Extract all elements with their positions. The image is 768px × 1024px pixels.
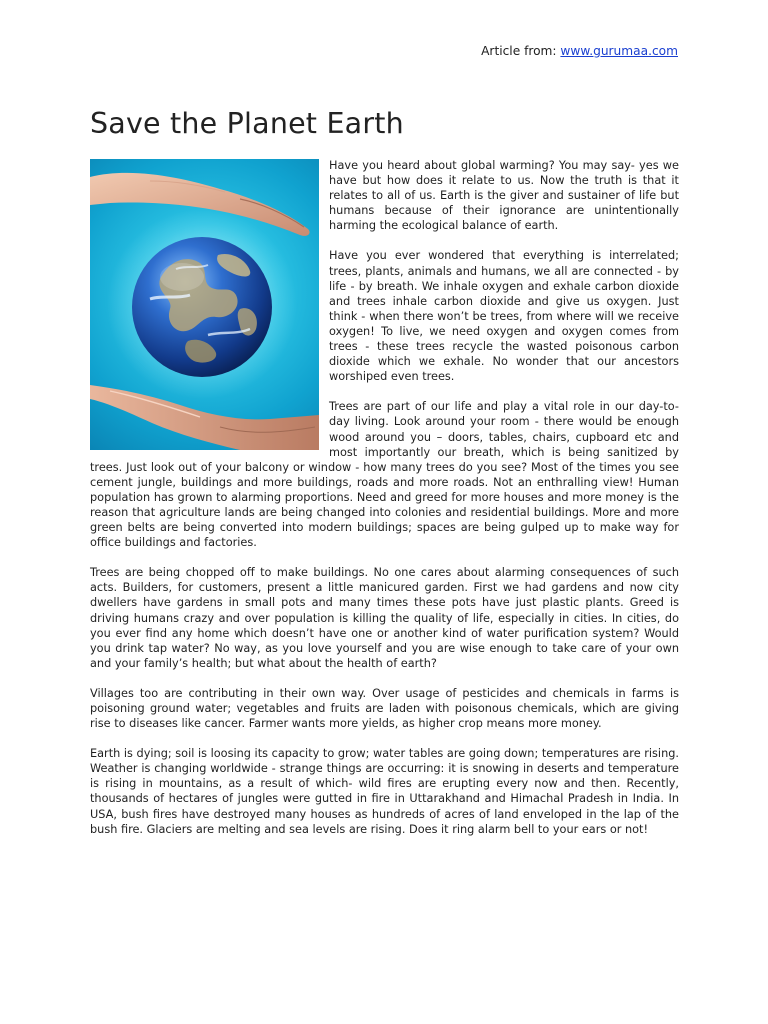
paragraph-4: Trees are being chopped off to make buildings. No one cares about alarming consequences of such acts. Builders, for customers, present a little manicured garden. First we had gardens and now city dwellers have gardens in small pots and many times these pots have just plastic plants. Greed is driving humans crazy and over population is killing the quality of life, especially in cities. In cities, do you ever find any home which doesn’t have one or another kind of water purification system? Would you drink tap water? No way, as you love yourself and you are wise enough to take care of your own and your family’s health; but what about the health of earth? xyxy=(90,566,679,670)
paragraph-5: Villages too are contributing in their own way. Over usage of pesticides and chemicals in farms is poisoning ground water; vegetables and fruits are laden with poisonous chemicals, which are giving rise to diseases like cancer. Farmer wants more yields, as higher crop means more money. xyxy=(90,686,679,731)
article-body xyxy=(90,158,679,852)
paragraph-3: Trees are part of our life and play a vital role in our day-to-day living. Look around your room - there would be enough wood around you – doors, tables, chairs, cupboard etc and most importantly our breath, which is being sanitized by trees. Just look out of your balcony or window - how many trees do you see? Most of the times you see cement jungle, buildings and more buildings, roads and more roads. Not an enthralling view! Human population has grown to alarming proportions. Need and greed for more houses and more money is the reason that agriculture lands are being changed into colonies and residential buildings. More and more green belts are being converted into modern buildings; spaces are being gulped up to make way for office buildings and factories. xyxy=(90,400,679,550)
earth-illustration xyxy=(90,159,319,450)
paragraph-1: Have you heard about global warming? You may say- yes we have but how does it relate to us. Now the truth is that it relates to all of us. Earth is the giver and sustainer of life but humans because of their ignorance are unintentionally harming the ecological balance of earth. xyxy=(329,159,679,233)
paragraph-2: Have you ever wondered that everything is interrelated; trees, plants, animals and humans, we all are connected - by life - by breath. We inhale oxygen and exhale carbon dioxide and trees inhale carbon dioxide and give us oxygen. Just think - when there won’t be trees, from where will we receive oxygen! To live, we need oxygen and oxygen comes from trees - these trees recycle the wasted poisonous carbon dioxide which we exhale. No wonder that our ancestors worshiped even trees. xyxy=(329,249,679,384)
page-title: Save the Planet Earth xyxy=(90,107,404,140)
source-link[interactable]: www.gurumaa.com xyxy=(560,44,678,58)
article-source-label: Article from: xyxy=(481,44,561,58)
article-source xyxy=(481,44,678,58)
earth-held-in-hands-icon xyxy=(90,159,319,450)
paragraph-6: Earth is dying; soil is loosing its capacity to grow; water tables are going down; temperatures are rising. Weather is changing worldwide - strange things are occurring: it is snowing in deserts and temperature is rising in mountains, as a result of which- wild fires are erupting every now and then. Recently, thousands of hectares of jungles were gutted in fire in Uttarakhand and Himachal Pradesh in India. In USA, bush fires have destroyed many houses as hundreds of acres of land enveloped in the lap of the bush fire. Glaciers are melting and sea levels are rising. Does it ring alarm bell to your ears or not! xyxy=(90,747,679,836)
